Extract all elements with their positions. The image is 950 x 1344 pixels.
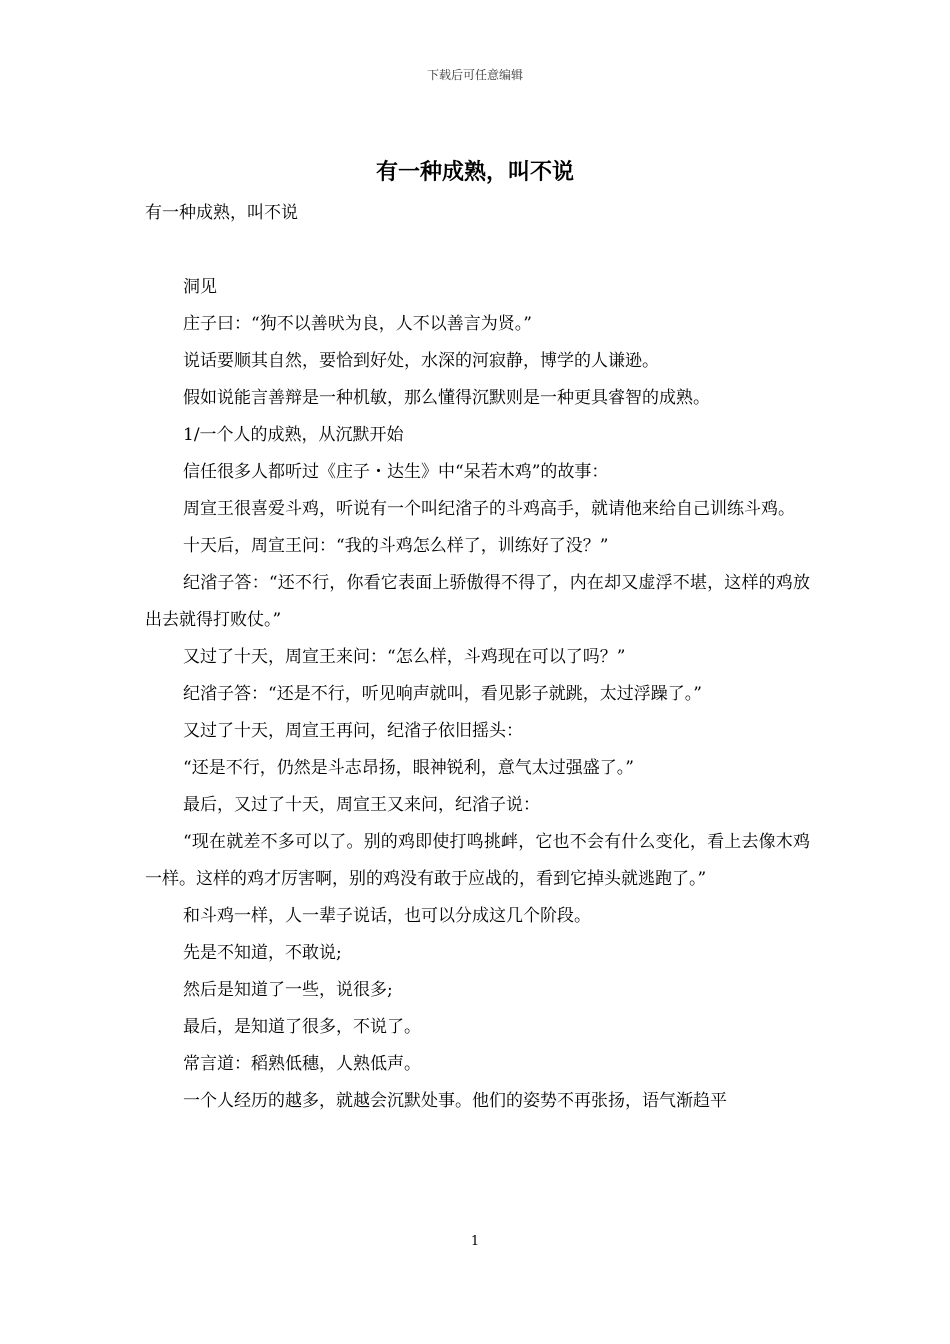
paragraph: 常言道：稻熟低穗，人熟低声。 — [183, 1054, 421, 1074]
document-title: 有一种成熟，叫不说 — [375, 159, 574, 185]
paragraph: 周宣王很喜爱斗鸡，听说有一个叫纪渻子的斗鸡高手，就请他来给自己训练斗鸡。 — [183, 499, 795, 519]
paragraph: 一个人经历的越多，就越会沉默处事。他们的姿势不再张扬，语气渐趋平 — [183, 1091, 727, 1111]
paragraph: 最后，是知道了很多，不说了。 — [183, 1017, 421, 1037]
paragraph: 纪渻子答：“还是不行，听见响声就叫，看见影子就跳，太过浮躁了。” — [183, 684, 702, 704]
section-heading: 1/一个人的成熟，从沉默开始 — [183, 425, 404, 445]
paragraph: 庄子曰：“狗不以善吠为良，人不以善言为贤。” — [183, 314, 532, 334]
paragraph: 先是不知道，不敢说; — [183, 943, 342, 963]
paragraph: 信任很多人都听过《庄子・达生》中“呆若木鸡”的故事： — [183, 462, 609, 482]
document-body — [145, 195, 810, 1120]
paragraph: 然后是知道了一些，说很多; — [183, 980, 393, 1000]
paragraph: 洞见 — [183, 277, 217, 297]
paragraph: 最后，又过了十天，周宣王又来问，纪渻子说： — [183, 795, 540, 815]
paragraph: “现在就差不多可以了。别的鸡即使打鸣挑衅，它也不会有什么变化，看上去像木鸡一样。这样的鸡才厉害啊，别的鸡没有敢于应战的，看到它掉头就逃跑了。” — [145, 832, 810, 889]
paragraph: 纪渻子答：“还不行，你看它表面上骄傲得不得了，内在却又虚浮不堪，这样的鸡放出去就得打败仗。” — [145, 573, 810, 630]
document-subtitle: 有一种成熟，叫不说 — [145, 203, 298, 223]
paragraph: “还是不行，仍然是斗志昂扬，眼神锐利，意气太过强盛了。” — [183, 758, 634, 778]
paragraph: 又过了十天，周宣王来问：“怎么样，斗鸡现在可以了吗？” — [183, 647, 626, 667]
paragraph: 十天后，周宣王问：“我的斗鸡怎么样了，训练好了没？” — [183, 536, 609, 556]
paragraph: 和斗鸡一样，人一辈子说话，也可以分成这几个阶段。 — [183, 906, 591, 926]
paragraph: 又过了十天，周宣王再问，纪渻子依旧摇头： — [183, 721, 523, 741]
page-number: 1 — [470, 1234, 480, 1249]
paragraph: 说话要顺其自然，要恰到好处，水深的河寂静，博学的人谦逊。 — [183, 351, 659, 371]
page-header: 下载后可任意编辑 — [426, 68, 523, 82]
paragraph: 假如说能言善辩是一种机敏，那么懂得沉默则是一种更具睿智的成熟。 — [183, 388, 710, 408]
